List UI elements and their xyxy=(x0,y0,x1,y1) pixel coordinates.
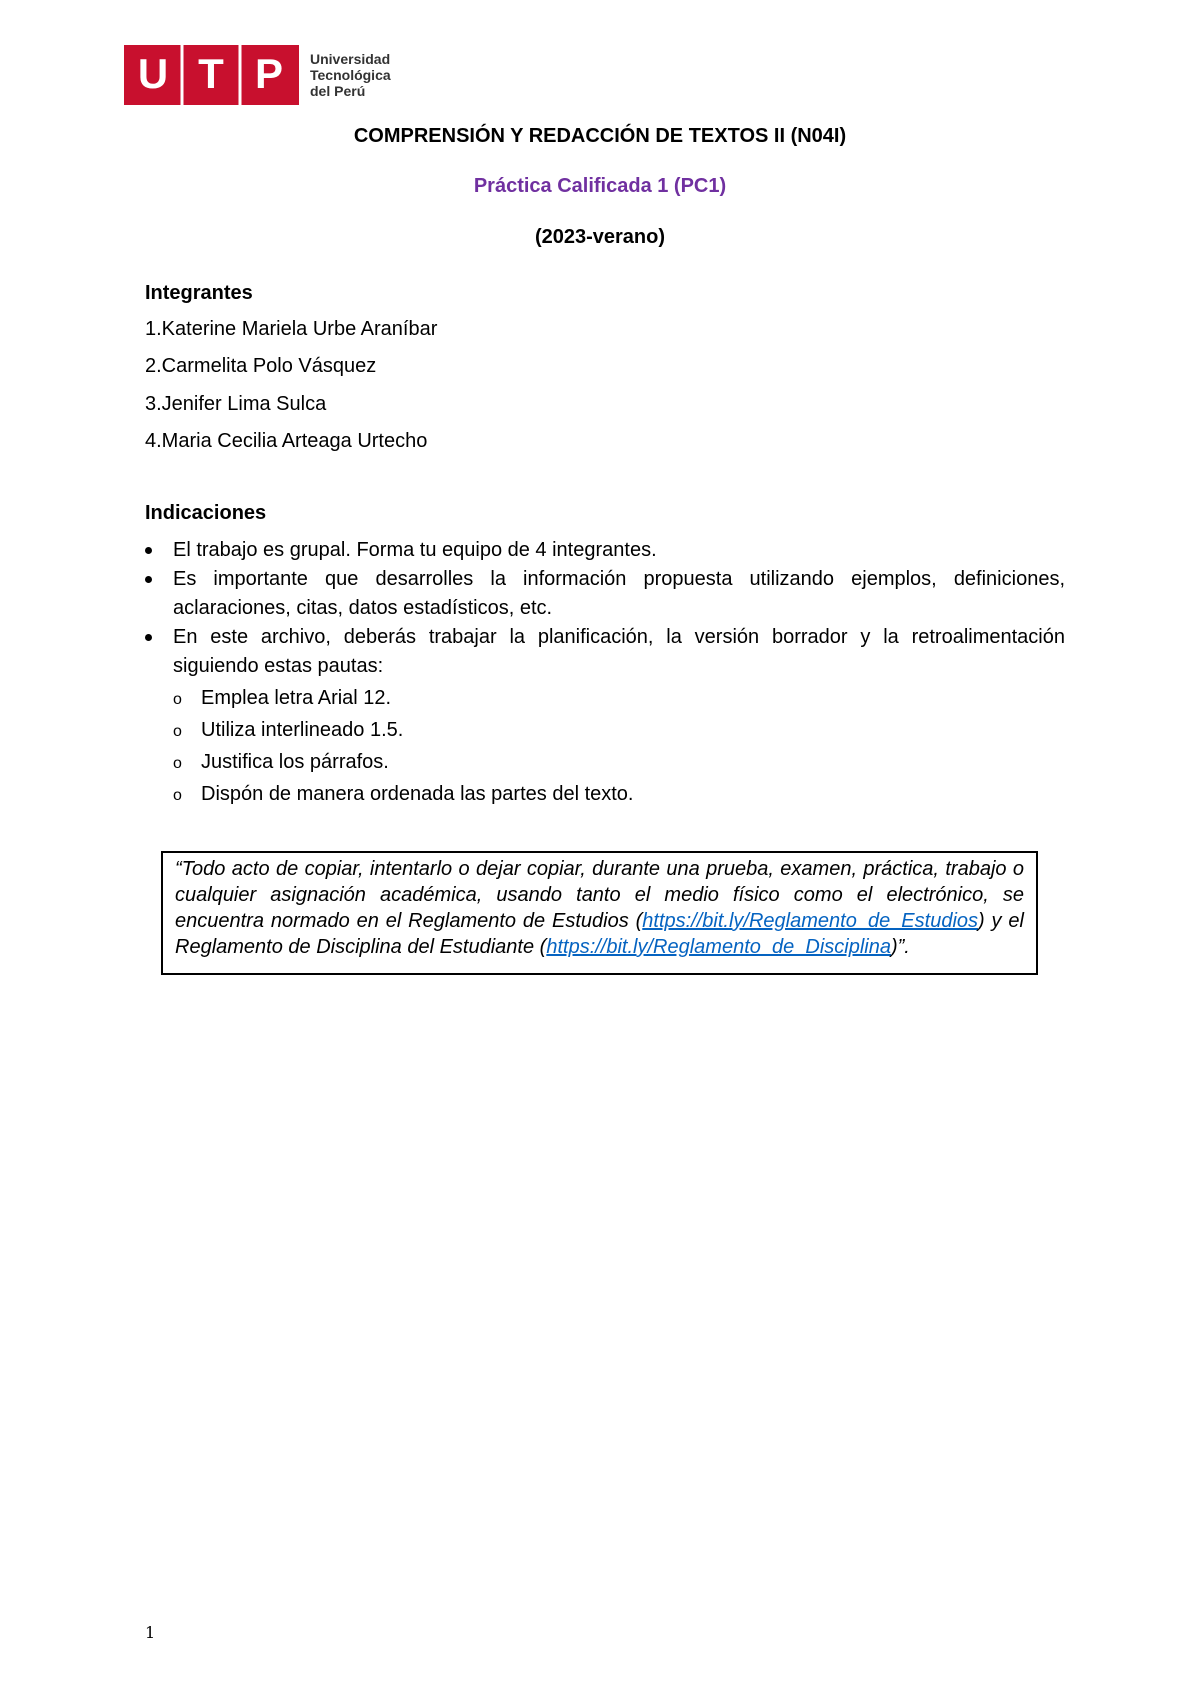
circle-bullet-icon: o xyxy=(173,755,182,772)
directions-bullet xyxy=(145,536,1065,565)
circle-bullet-icon: o xyxy=(173,691,182,708)
logo-line-3: del Perú xyxy=(310,83,366,99)
bullet-dot-icon xyxy=(145,634,152,641)
directions-bullet xyxy=(145,565,1065,623)
bullet-dot-icon xyxy=(145,576,152,583)
bullet-text: El trabajo es grupal. Forma tu equipo de 4 integrantes. xyxy=(173,539,657,561)
format-guidelines-list xyxy=(173,684,1065,812)
format-guideline-item xyxy=(173,716,1065,748)
member-item: 3.Jenifer Lima Sulca xyxy=(145,393,327,415)
directions-bullet xyxy=(145,623,1065,812)
format-guideline-text: Dispón de manera ordenada las partes del texto. xyxy=(201,783,634,805)
format-guideline-item xyxy=(173,780,1065,812)
members-heading: Integrantes xyxy=(145,282,253,304)
notice-text: “Todo acto de copiar, intentarlo o dejar copiar, durante una prueba, examen, práctica, trabajo o cualquier asignación académica, usando tanto el medio físico como el electrónico, se encuentra normado en el Reglamento de Estudios ( xyxy=(175,858,1024,932)
utp-logo xyxy=(124,45,424,105)
format-guideline-item xyxy=(173,684,1065,716)
format-guideline-text: Emplea letra Arial 12. xyxy=(201,687,392,709)
format-guideline-text: Utiliza interlineado 1.5. xyxy=(201,719,404,741)
directions-list xyxy=(145,536,1065,812)
utp-logo-graphic xyxy=(124,45,424,105)
bullet-dot-icon xyxy=(145,547,152,554)
term-label: (2023-verano) xyxy=(534,226,666,248)
directions-heading: Indicaciones xyxy=(145,502,267,524)
circle-bullet-icon: o xyxy=(173,723,182,740)
bullet-text: En este archivo, deberás trabajar la planificación, la versión borrador y la retroalimentación siguiendo estas pautas: xyxy=(173,626,1065,677)
page-number: 1 xyxy=(145,1623,156,1642)
notice-text: ) y el Reglamento de Disciplina del Estudiante ( xyxy=(175,910,1024,958)
member-item: 2.Carmelita Polo Vásquez xyxy=(145,355,377,377)
member-item: 1.Katerine Mariela Urbe Araníbar xyxy=(145,318,438,340)
bullet-text: Es importante que desarrolles la información propuesta utilizando ejemplos, definiciones, aclaraciones, citas, datos estadísticos, etc. xyxy=(173,568,1065,619)
notice-text: )”. xyxy=(890,936,910,958)
logo-line-1: Universidad xyxy=(310,51,391,67)
discipline-regulations-link[interactable]: https://bit.ly/Reglamento_de_Disciplina xyxy=(546,936,891,958)
practice-title: Práctica Calificada 1 (PC1) xyxy=(473,175,727,197)
logo-line-2: Tecnológica xyxy=(310,67,391,83)
logo-letter-t: T xyxy=(198,50,224,97)
format-guideline-text: Justifica los párrafos. xyxy=(201,751,389,773)
logo-letter-p: P xyxy=(254,50,284,97)
logo-letter-u: U xyxy=(137,50,169,97)
course-title: COMPRENSIÓN Y REDACCIÓN DE TEXTOS II (N04I) xyxy=(353,125,847,147)
academic-integrity-notice xyxy=(161,851,1038,975)
study-regulations-link[interactable]: https://bit.ly/Reglamento_de_Estudios xyxy=(642,910,979,932)
format-guideline-item xyxy=(173,748,1065,780)
member-item: 4.Maria Cecilia Arteaga Urtecho xyxy=(145,430,428,452)
circle-bullet-icon: o xyxy=(173,787,182,804)
